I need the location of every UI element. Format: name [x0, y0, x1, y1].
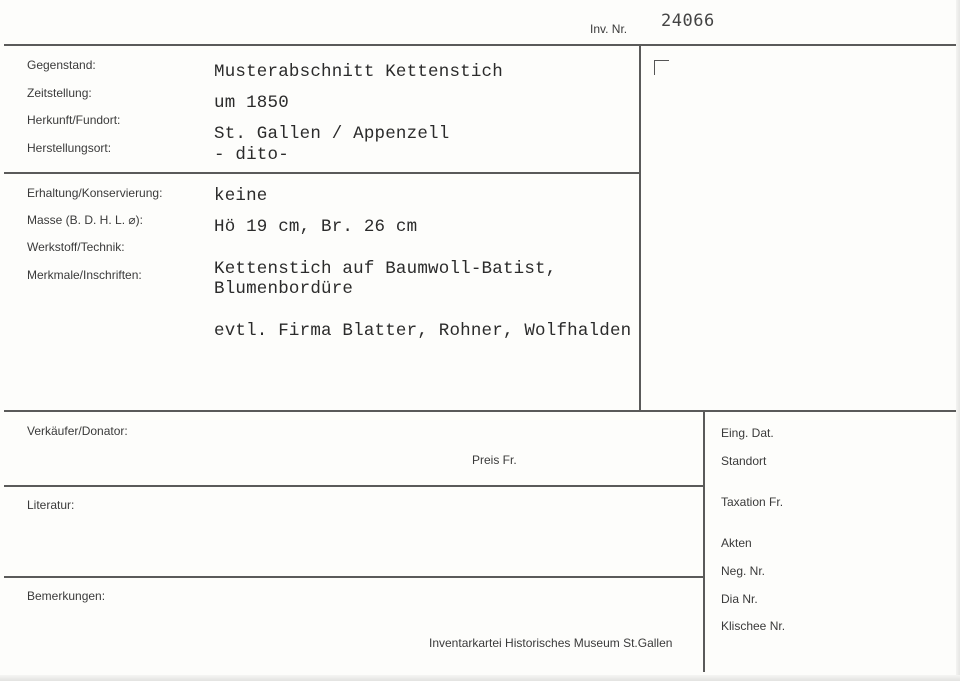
label-taxation: Taxation Fr. [721, 495, 784, 509]
value-herstellungsort: - dito- [214, 145, 289, 165]
verkaeufer-divider [4, 485, 704, 487]
value-werkstoff-line1: Kettenstich auf Baumwoll-Batist, [214, 259, 557, 279]
label-gegenstand: Gegenstand: [27, 58, 96, 72]
value-werkstoff-line2: Blumenbordüre [214, 279, 354, 299]
photo-corner-mark [654, 60, 669, 75]
label-neg-nr: Neg. Nr. [721, 564, 766, 578]
label-merkmale: Merkmale/Inschriften: [27, 268, 142, 282]
label-werkstoff: Werkstoff/Technik: [27, 240, 125, 254]
literatur-divider [4, 576, 704, 578]
label-bemerkungen: Bemerkungen: [27, 589, 106, 603]
label-erhaltung: Erhaltung/Konservierung: [27, 186, 163, 200]
label-klischee-nr: Klischee Nr. [721, 619, 786, 633]
middle-divider [4, 410, 960, 412]
value-merkmale: evtl. Firma Blatter, Rohner, Wolfhalden [214, 321, 632, 341]
label-literatur: Literatur: [27, 498, 75, 512]
value-zeitstellung: um 1850 [214, 93, 289, 113]
card-edge-bottom [0, 675, 960, 681]
label-verkaeufer: Verkäufer/Donator: [27, 424, 128, 438]
label-zeitstellung: Zeitstellung: [27, 86, 92, 100]
inv-nr-value: 24066 [661, 11, 715, 31]
inv-nr-label: Inv. Nr. [590, 22, 628, 36]
value-herkunft: St. Gallen / Appenzell [214, 124, 450, 144]
label-herkunft: Herkunft/Fundort: [27, 113, 121, 127]
label-akten: Akten [721, 536, 752, 550]
photo-box-divider [639, 44, 641, 412]
label-preis: Preis Fr. [472, 453, 517, 467]
section1-divider [4, 172, 640, 174]
label-standort: Standort [721, 454, 767, 468]
admin-column-divider [703, 410, 705, 672]
card-edge-right [956, 0, 960, 681]
label-herstellungsort: Herstellungsort: [27, 141, 112, 155]
value-erhaltung: keine [214, 186, 268, 206]
top-divider [4, 44, 960, 46]
label-eing-dat: Eing. Dat. [721, 426, 774, 440]
value-masse: Hö 19 cm, Br. 26 cm [214, 217, 418, 237]
value-gegenstand: Musterabschnitt Kettenstich [214, 62, 503, 82]
card-footer: Inventarkartei Historisches Museum St.Gallen [429, 636, 673, 650]
label-masse: Masse (B. D. H. L. ⌀): [27, 213, 143, 227]
label-dia-nr: Dia Nr. [721, 592, 758, 606]
